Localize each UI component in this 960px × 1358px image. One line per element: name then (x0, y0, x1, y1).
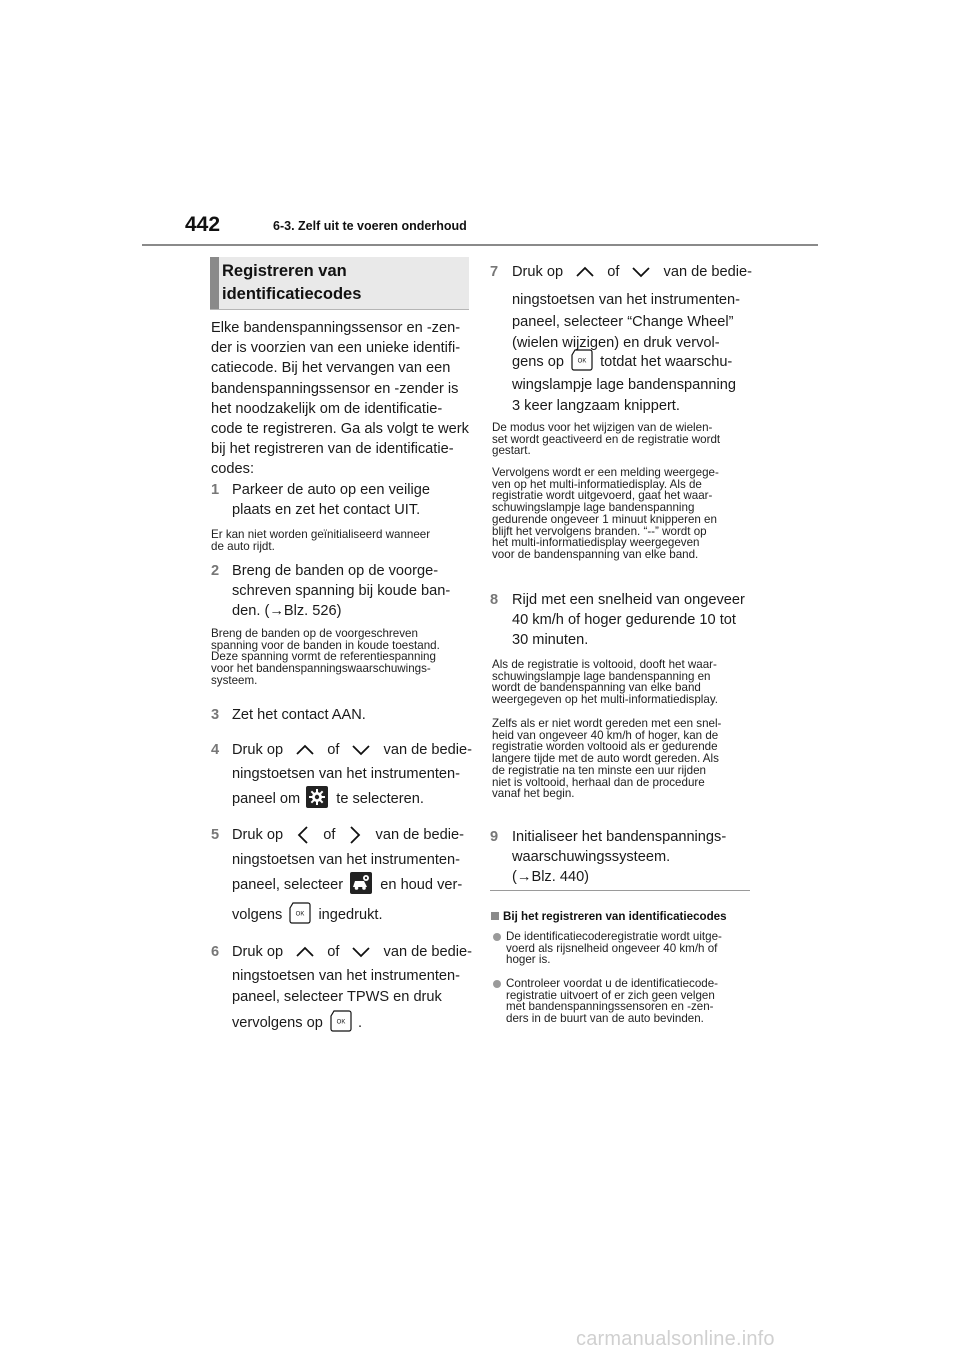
note-7b: Vervolgens wordt er een melding weergege- ven op het multi-informatiedisplay. Als de registratie wordt uitgevoerd, gaat het waar- schuwingslampje lage bandenspanning gedurende ongeveer 1 minuut knipperen en blijft het vervolgens branden. “--” wordt op het multi-informatiedisplay weergegeven voor de bandenspanning van elke band. (492, 466, 719, 561)
step-9-text: Initialiseer het bandenspannings- waarschuwingssysteem. (→Blz. 440) (512, 829, 727, 886)
note-7a: De modus voor het wijzigen van de wielen- set wordt geactiveerd en de registratie wordt gestart. (492, 421, 721, 458)
watermark: carmanualsonline.info (576, 1328, 775, 1350)
svg-text:OK: OK (336, 1019, 346, 1026)
step-number: 2 (211, 563, 220, 579)
step-7-line-4: (wielen wijzigen) en druk vervol- (512, 335, 720, 351)
step-number: 8 (490, 592, 499, 608)
step-8-text: Rijd met een snelheid van ongeveer 40 km/h of hoger gedurende 10 tot 30 minuten. (512, 592, 745, 649)
step-number: 1 (211, 482, 220, 498)
infobox-bullet-2: Controleer voordat u de identificatiecode- registratie uitvoert of er zich geen velgen met bandenspanningssensoren en -zen- ders in de buurt van de auto bevinden. (506, 977, 719, 1026)
infobox-heading: Bij het registreren van identificatiecodes (491, 910, 727, 923)
infobox-rule (490, 890, 750, 891)
section-title: Registreren van identificatiecodes (222, 262, 362, 303)
bullet-dot-icon (493, 933, 501, 941)
step-4-line-3: paneel om te selecteren. (232, 789, 424, 809)
ok-button-icon (571, 349, 593, 371)
ok-button-icon (289, 902, 311, 924)
step-1-text: Parkeer de auto op een veilige plaats en zet het contact UIT. (232, 482, 430, 519)
chevron-up-icon (295, 744, 315, 756)
step-7-line-5: gens op OK totdat het waarschu- (512, 352, 732, 372)
step-5-line-3: paneel, selecteer en houd ver- (232, 875, 462, 895)
vehicle-settings-icon (350, 872, 372, 894)
step-5-line-2: ningstoetsen van het instrumenten- (232, 852, 460, 868)
note-2: Breng de banden op de voorgeschreven spanning voor de banden in koude toestand. Deze spanning vormt de referentiespanning voor het bandenspanningswaarschuwings- systeem. (211, 627, 440, 687)
chevron-down-icon (631, 266, 651, 278)
svg-text:OK: OK (577, 358, 587, 365)
step-number: 9 (490, 829, 499, 845)
step-number: 4 (211, 742, 220, 758)
step-7-line-6: wingslampje lage bandenspanning (512, 377, 736, 393)
bullet-dot-icon (493, 980, 501, 988)
step-number: 6 (211, 944, 220, 960)
chevron-up-icon (295, 946, 315, 958)
square-bullet-icon (491, 912, 499, 920)
svg-text:OK: OK (296, 911, 305, 918)
step-6-line-3: paneel, selecteer TPWS en druk (232, 989, 442, 1005)
step-6-line-1: Druk op of van de bedie- (232, 944, 472, 960)
step-number: 3 (211, 707, 220, 723)
step-7-line-7: 3 keer langzaam knippert. (512, 398, 680, 414)
page-number: 442 (185, 213, 221, 236)
ok-button-icon (330, 1010, 352, 1032)
chevron-left-icon (297, 825, 309, 845)
section-heading-bar (210, 257, 219, 309)
chapter-title: 6-3. Zelf uit te voeren onderhoud (273, 219, 467, 233)
step-7-line-1: Druk op of van de bedie- (512, 264, 752, 280)
step-4-line-1: Druk op of van de bedie- (232, 742, 472, 758)
step-number: 7 (490, 264, 499, 280)
step-5-line-1: Druk op of van de bedie- (232, 825, 464, 845)
step-7-line-3: paneel, selecteer “Change Wheel” (512, 314, 734, 330)
chevron-up-icon (575, 266, 595, 278)
step-3-text: Zet het contact AAN. (232, 707, 366, 723)
note-8a: Als de registratie is voltooid, dooft het waar- schuwingslampje lage bandenspanning en wordt de bandenspanning van elke band weergegeven op het multi-informatiedisplay. (492, 658, 718, 707)
chevron-right-icon (349, 825, 361, 845)
note-1: Er kan niet worden geïnitialiseerd wanneer de auto rijdt. (211, 528, 431, 553)
step-6-line-4: vervolgens op OK . (232, 1013, 362, 1033)
chevron-down-icon (351, 946, 371, 958)
step-7-line-2: ningstoetsen van het instrumenten- (512, 292, 740, 308)
chevron-down-icon (351, 744, 371, 756)
gear-icon (306, 786, 328, 808)
step-number: 5 (211, 827, 220, 843)
step-6-line-2: ningstoetsen van het instrumenten- (232, 968, 460, 984)
step-4-line-2: ningstoetsen van het instrumenten- (232, 766, 460, 782)
section-heading-box (210, 257, 469, 310)
note-8b: Zelfs als er niet wordt gereden met een snel- heid van ongeveer 40 km/h of hoger, kan de registratie worden voltooid als er gedurende langere tijde met de auto wordt gereden. Als de registratie na ten minste een uur rijden niet is voltooid, herhaal dan de procedure vanaf het begin. (492, 717, 722, 801)
header-rule (142, 244, 818, 246)
infobox-bullet-1: De identificatiecoderegistratie wordt uitge- voerd als rijsnelheid ongeveer 40 km/h of hoger is. (506, 930, 722, 967)
step-2-text: Breng de banden op de voorge- schreven spanning bij koude ban- den. (→Blz. 526) (232, 563, 451, 620)
intro-paragraph: Elke bandenspanningssensor en -zen- der is voorzien van een unieke identifi- catiecode. Bij het vervangen van een bandenspanningssensor en -zender is het noodzakelijk om de identificatie- code te registreren. Ga als volgt te werk bij het registreren van de identificatie- codes: (211, 320, 469, 478)
step-5-line-4: volgens OK ingedrukt. (232, 905, 383, 925)
